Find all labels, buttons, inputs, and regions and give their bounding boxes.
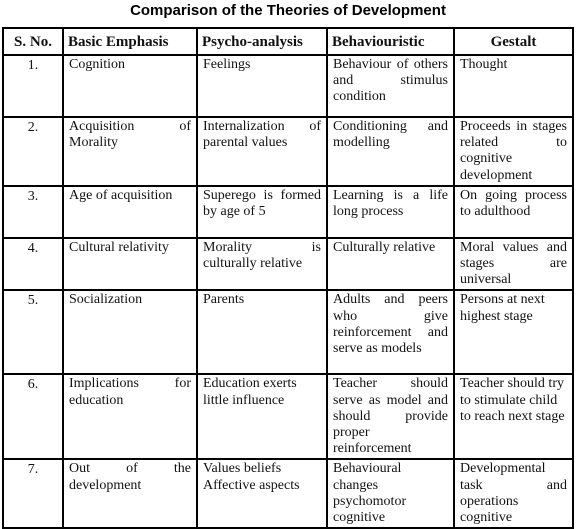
gestalt-cell: Moral values and stages are universal [454, 238, 573, 291]
row-number: 5. [3, 290, 63, 374]
basic-emphasis-cell: Cultural relativity [63, 238, 197, 291]
psycho-analysis-cell: Education exerts little influence [197, 374, 327, 459]
gestalt-cell: On going process to adulthood [454, 186, 573, 238]
psycho-analysis-cell: Values beliefs Affective aspects [197, 459, 327, 528]
table-row [3, 290, 573, 374]
comparison-table [2, 27, 574, 529]
header-behaviouristic: Behaviouristic [327, 28, 454, 55]
basic-emphasis-cell: Implications for education [63, 374, 197, 459]
behaviouristic-cell: Culturally relative [327, 238, 454, 291]
row-number: 6. [3, 374, 63, 459]
behaviouristic-cell: Adults and peers who give reinforcement and serve as models [327, 290, 454, 374]
behaviouristic-cell: Behavioural changes psychomotor cognitive [327, 459, 454, 528]
table-row [3, 117, 573, 186]
header-gestalt: Gestalt [454, 28, 573, 55]
header-psycho-analysis: Psycho-analysis [197, 28, 327, 55]
psycho-analysis-cell: Internalization of parental values [197, 117, 327, 186]
behaviouristic-cell: Behaviour of others and stimulus condition [327, 55, 454, 117]
psycho-analysis-cell: Morality is culturally relative [197, 238, 327, 291]
row-number: 1. [3, 55, 63, 117]
table-row [3, 238, 573, 291]
gestalt-cell: Teacher should try to stimulate child to reach next stage [454, 374, 573, 459]
basic-emphasis-cell: Acquisition of Morality [63, 117, 197, 186]
behaviouristic-cell: Learning is a life long process [327, 186, 454, 238]
gestalt-cell: Developmental task and operations cognitive [454, 459, 573, 528]
table-row [3, 374, 573, 459]
basic-emphasis-cell: Socialization [63, 290, 197, 374]
basic-emphasis-cell: Age of acquisition [63, 186, 197, 238]
table-row [3, 186, 573, 238]
header-sno: S. No. [3, 28, 63, 55]
gestalt-cell: Proceeds in stages related to cognitive development [454, 117, 573, 186]
page-title: Comparison of the Theories of Development [130, 2, 446, 19]
row-number: 2. [3, 117, 63, 186]
basic-emphasis-cell: Cognition [63, 55, 197, 117]
header-basic-emphasis: Basic Emphasis [63, 28, 197, 55]
psycho-analysis-cell: Parents [197, 290, 327, 374]
gestalt-cell: Thought [454, 55, 573, 117]
psycho-analysis-cell: Feelings [197, 55, 327, 117]
psycho-analysis-cell: Superego is formed by age of 5 [197, 186, 327, 238]
row-number: 4. [3, 238, 63, 291]
gestalt-cell: Persons at next highest stage [454, 290, 573, 374]
row-number: 3. [3, 186, 63, 238]
behaviouristic-cell: Conditioning and modelling [327, 117, 454, 186]
behaviouristic-cell: Teacher should serve as model and should provide proper reinforcement [327, 374, 454, 459]
row-number: 7. [3, 459, 63, 528]
table-row [3, 459, 573, 528]
basic-emphasis-cell: Out of the development [63, 459, 197, 528]
header-row [3, 28, 573, 55]
table-row [3, 55, 573, 117]
